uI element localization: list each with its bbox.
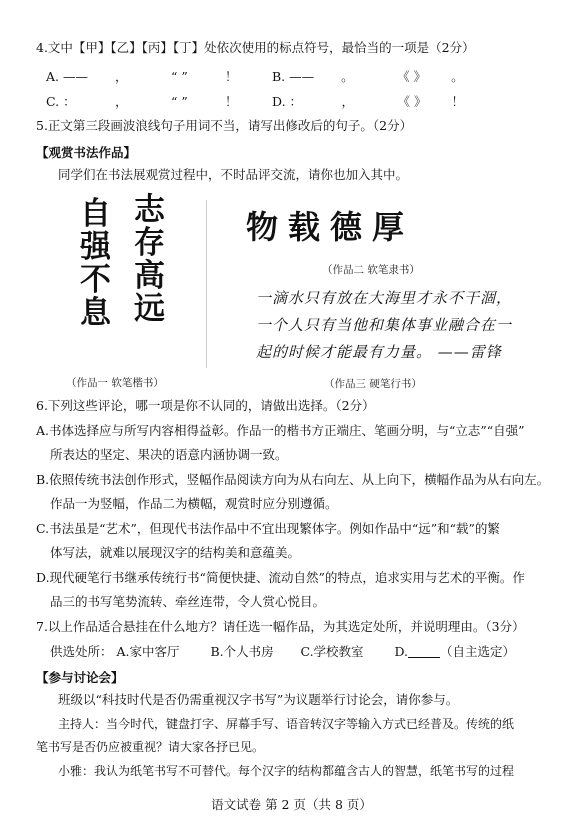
q5-stem: 5.正文第三段画波浪线句子用词不当，请写出修改后的句子。（2分） bbox=[36, 118, 413, 133]
q4-option-b: B. —— 。 《 》 。 bbox=[272, 69, 464, 84]
q4-option-d: D. ： ， 《 》 ！ bbox=[272, 94, 465, 109]
q6-b-line-2: 作品一为竖幅，作品二为横幅，观赏时应分别遵循。 bbox=[50, 496, 338, 511]
work2-caption: （作品二 软笔隶书） bbox=[322, 264, 420, 276]
section-title-discuss: 【参与讨论会】 bbox=[36, 670, 124, 685]
work3-caption: （作品三 硬笔行书） bbox=[324, 378, 422, 390]
work1-col-right: 志 存 高 远 bbox=[134, 192, 167, 327]
host-line-1: 主持人：当今时代，键盘打字、屏幕手写、语音转汉字等输入方式已经普及。传统的纸 bbox=[58, 717, 515, 731]
q6-stem: 6.下列这些评论，哪一项是你不认同的，请做出选择。（2分） bbox=[36, 398, 375, 413]
work3-line-3: 起的时候才能最有力量。 ——雷锋 bbox=[256, 343, 502, 361]
q6-c-line-1: C.书法虽是“艺术”，但现代书法作品中不宜出现繁体字。例如作品中“远”和“载”的繁 bbox=[36, 521, 500, 536]
work2-calligraphy: 物载德厚 bbox=[246, 208, 415, 246]
q7-stem: 7.以上作品适合悬挂在什么地方？请任选一幅作品，为其选定处所，并说明理由。（3分） bbox=[36, 619, 525, 634]
section-intro-appreciate: 同学们在书法展观赏过程中，不时品评交流，请你也加入其中。 bbox=[58, 167, 409, 182]
q6-c-line-2: 体写法，就难以展现汉字的结构美和意蕴美。 bbox=[50, 545, 301, 560]
xiaoya-line: 小雅：我认为纸笔书写不可替代。每个汉字的结构都蕴含古人的智慧，纸笔书写的过程 bbox=[58, 764, 515, 778]
q4-option-c: C. ： ， “ ” ！ bbox=[46, 94, 238, 109]
work1-col-left: 自 强 不 息 bbox=[80, 196, 113, 331]
q6-d-line-1: D.现代硬笔行书继承传统行书“简便快捷、流动自然”的特点，追求实用与艺术的平衡。作 bbox=[36, 570, 525, 585]
q4-option-a: A. —— ， “ ” ！ bbox=[46, 69, 238, 84]
work3-line-2: 一个人只有当他和集体事业融合在一 bbox=[256, 316, 513, 334]
q6-b-line-1: B.依照传统书法创作形式，竖幅作品阅读方向为从右向左、从上向下，横幅作品为从右向左。 bbox=[36, 472, 550, 487]
q6-d-line-2: 品三的书写笔势流转、牵丝连带，令人赏心悦目。 bbox=[50, 594, 326, 609]
section-intro-discuss: 班级以“科技时代是否仍需重视汉字书写”为议题举行讨论会，请你参与。 bbox=[58, 692, 459, 707]
q6-a-line-1: A.书体选择应与所写内容相得益彰。作品一的楷书方正端庄、笔画分明，与“立志”“自强” bbox=[36, 423, 525, 438]
section-title-appreciate: 【观赏书法作品】 bbox=[36, 145, 137, 160]
work3-line-1: 一滴水只有放在大海里才永不干涸， bbox=[256, 289, 513, 307]
work1-calligraphy bbox=[80, 192, 180, 363]
q7-blank[interactable] bbox=[408, 645, 440, 658]
q4-stem: 4.文中【甲】【乙】【丙】【丁】处依次使用的标点符号，最恰当的一项是（2分） bbox=[36, 40, 475, 55]
work1-caption: （作品一 软笔楷书） bbox=[66, 377, 164, 389]
q6-a-line-2: 所表达的坚定、果决的语意内涵协调一致。 bbox=[50, 447, 288, 462]
page-footer: 语文试卷 第 2 页（共 8 页） bbox=[211, 797, 372, 812]
works-divider bbox=[206, 200, 207, 368]
host-line-2: 笔书写是否仍应被重视？请大家各抒已见。 bbox=[36, 740, 265, 754]
q7-choices: 供选处所： A.家中客厅 B.个人书房 C.学校教室 D. （自主选定） bbox=[50, 644, 516, 659]
